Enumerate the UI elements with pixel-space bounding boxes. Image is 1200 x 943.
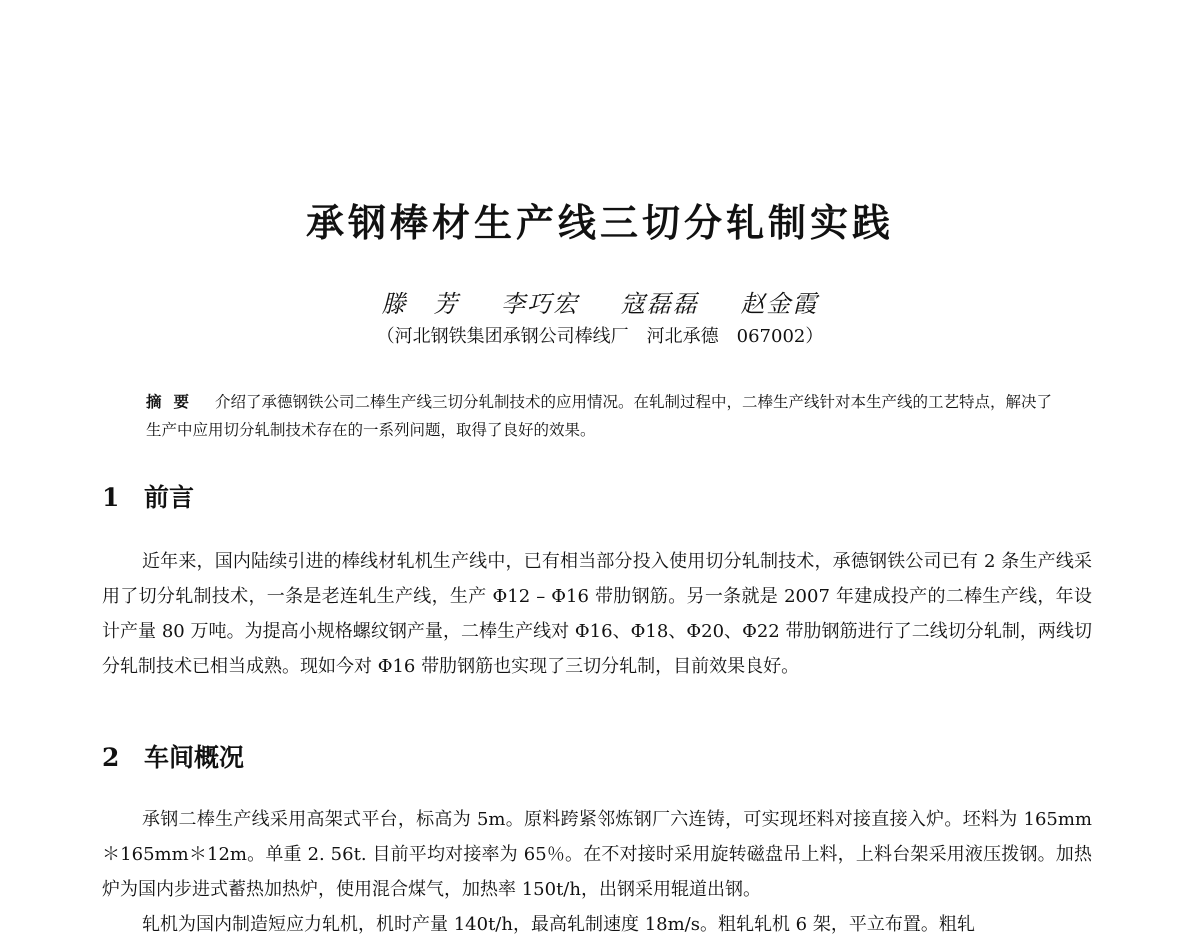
abstract-text: 介绍了承德钢铁公司二棒生产线三切分轧制技术的应用情况。在轧制过程中，二棒生产线针对本生产线的工艺特点，解决了生产中应用切分轧制技术存在的一系列问题，取得了良好的效果。 — [146, 393, 1053, 439]
abstract — [146, 388, 1066, 444]
section-number: 1 — [102, 483, 120, 512]
section-title: 前言 — [144, 483, 195, 512]
paragraph: 近年来，国内陆续引进的棒线材轧机生产线中，已有相当部分投入使用切分轧制技术，承德钢铁公司已有 2 条生产线采用了切分轧制技术，一条是老连轧生产线，生产 Φ12 – Φ16 带肋钢筋。另一条就是 2007 年建成投产的二棒生产线，年设计产量 80 万吨。为提高小规格螺纹钢产量，二棒生产线对 Φ16、Φ18、Φ20、Φ22 带肋钢筋进行了二线切分轧制，两线切分轧制技术已相当成熟。现如今对 Φ16 带肋钢筋也实现了三切分轧制，目前效果良好。 — [102, 551, 1092, 677]
abstract-label: 摘要 — [146, 392, 202, 411]
author: 滕 芳 — [381, 290, 460, 318]
section-title: 车间概况 — [144, 743, 245, 772]
author-list — [0, 284, 1200, 319]
paper-title: 承钢棒材生产线三切分轧制实践 — [305, 201, 894, 245]
author: 李巧宏 — [501, 290, 580, 318]
paragraph: 承钢二棒生产线采用高架式平台，标高为 5m。原料跨紧邻炼钢厂六连铸，可实现坯料对接直接入炉。坯料为 165mm＊165mm＊12m。单重 2. 56t. 目前平均对接率为 65％。在不对接时采用旋转磁盘吊上料，上料台架采用液压拨钢。加热炉为国内步进式蓄热加热炉，使用混合煤气，加热率 150t/h，出钢采用辊道出钢。 — [102, 809, 1092, 900]
author: 赵金霞 — [740, 290, 819, 318]
section-number: 2 — [102, 743, 120, 772]
section-heading-1 — [102, 478, 194, 514]
author: 寇磊磊 — [620, 290, 699, 318]
section-heading-2 — [102, 738, 244, 774]
affiliation: （河北钢铁集团承钢公司棒线厂 河北承德 067002） — [376, 326, 824, 347]
paragraph: 轧机为国内制造短应力轧机，机时产量 140t/h，最高轧制速度 18m/s。粗轧轧机 6 架，平立布置。粗轧 — [142, 914, 975, 935]
